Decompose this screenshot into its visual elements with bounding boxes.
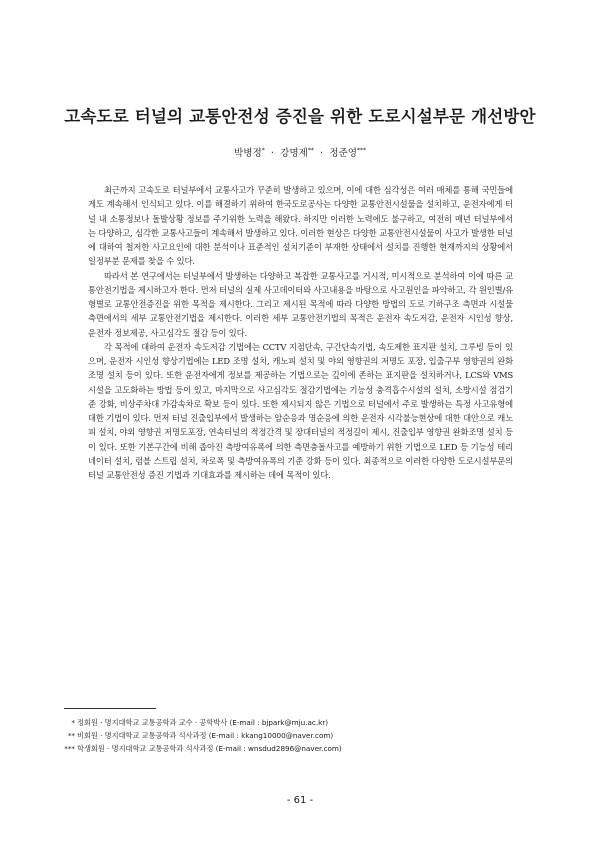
footnote: [58, 742, 538, 755]
author-separator: ·: [320, 148, 324, 159]
body-paragraph: 각 목적에 대하여 운전자 속도저감 기법에는 CCTV 지점단속, 구간단속기법, 속도제한 표지판 설치, 그루빙 등이 있으며, 운전자 시인성 향상기법에는 LED 조명 설치, 캐노피 설치 및 야외 영향권의 저명도 포장, 입출구부 영향권의 완화조명 설치 등이 있다. 또한 운전자에게 정보를 제공하는 기법으로는 깊이에 존하는 표지판을 설치하거나, LCS와 VMS 시설을 고도화하는 방법 등이 있고, 마지막으로 사고심각도 절감기법에는 기능성 충격흡수시설의 설치, 소방시설 점검기준 강화, 비상주차대 가감속차로 확보 등이 있다. 또한 제시되지 않은 기법으로 터널에서 주로 발생하는 특정 사고유형에 대한 기법이 있다. 먼저 터널 진출입부에서 발생하는 암순응과 명순응에 의한 운전자 시각불능현상에 대한 대안으로 캐노피 설치, 야외 영향권 저명도포장, 연속터널의 적정간격 및 장대터널의 적정길이 제시, 진출입부 영향권 완화조명 설치 등이 있다. 또한 기본구간에 비해 좁아진 측방여유폭에 의한 측면충돌사고를 예방하기 위한 기법으로 LED 등 기능성 테리네이터 설치, 럼블 스트립 설치, 차로폭 및 측방여유폭의 기준 강화 등이 있다. 최종적으로 이러한 다양한 도로시설부문의 터널 교통안전성 증진 기법과 기대효과를 제시하는 데에 목적이 있다.: [88, 341, 513, 480]
footnote-text: 정회원 · 명지대학교 교통공학과 교수 · 공학박사 (E-mail : bjpark@mju.ac.kr): [77, 718, 329, 727]
abstract-body: [88, 183, 513, 482]
footnote: [58, 729, 538, 742]
paper-title: 고속도로 터널의 교통안전성 증진을 위한 도로시설부문 개선방안: [64, 107, 536, 126]
footnote-divider: [64, 708, 156, 709]
body-paragraph: 따라서 본 연구에서는 터널부에서 발생하는 다양하고 복잡한 교통사고를 거시적, 미시적으로 분석하여 이에 따른 교통안전기법을 제시하고자 한다. 먼저 터널의 실제 사고데이터와 사고내용을 바탕으로 사고원인을 파악하고, 각 원인별/유형별로 교통안전증진을 위한 목적을 제시한다. 그리고 제시된 목적에 따라 다양한 방법의 도로 기하구조 측면과 시설물 측면에서의 세부 교통안전기법을 제시한다. 이러한 세부 교통안전기법의 목적은 운전자 속도저감, 운전자 시인성 향상, 운전자 정보제공, 사고심각도 절감 등이 있다.: [88, 270, 513, 338]
author-name: 정준영: [329, 148, 357, 159]
footnote-mark: *: [71, 718, 75, 727]
author-separator: ·: [270, 148, 274, 159]
author-mark: *: [261, 146, 265, 154]
author-name: 강명제: [280, 148, 308, 159]
author-mark: **: [307, 146, 314, 154]
footnote: [58, 716, 538, 729]
author-mark: ***: [357, 146, 366, 154]
footnotes: [58, 716, 538, 755]
footnote-text: 학생회원 · 명지대학교 교통공학과 석사과정 (E-mail : wnsdud2896@naver.com): [77, 744, 342, 753]
footnote-mark: **: [67, 731, 75, 740]
author-name: 박병정: [234, 148, 262, 159]
page-number: - 61 -: [286, 795, 314, 806]
author-line: [0, 145, 600, 159]
footnote-text: 비회원 · 명지대학교 교통공학과 석사과정 (E-mail : kkang10000@naver.com): [77, 731, 334, 740]
body-paragraph: 최근까지 고속도로 터널부에서 교통사고가 꾸준히 발생하고 있으며, 이에 대한 심각성은 여러 매체를 통해 국민들에게도 계속해서 인식되고 있다. 이를 해결하기 위하여 한국도로공사는 다양한 교통안전시설물을 설치하고, 운전자에게 터널 내 소통정보나 돌발상황 정보를 주기위한 노력을 해왔다. 하지만 이러한 노력에도 불구하고, 여전히 매년 터널부에서는 다양하고, 심각한 교통사고들이 계속해서 발생하고 있다. 이러한 현상은 다양한 교통안전시설물이 사고가 발생한 터널에 대하여 철저한 사고요인에 대한 분석이나 표준적인 설치기준이 부재한 상태에서 설치를 진행한 현재까지의 상황에서 일정부분 문제를 찾을 수 있다.: [88, 185, 513, 267]
footnote-mark: ***: [64, 744, 75, 753]
